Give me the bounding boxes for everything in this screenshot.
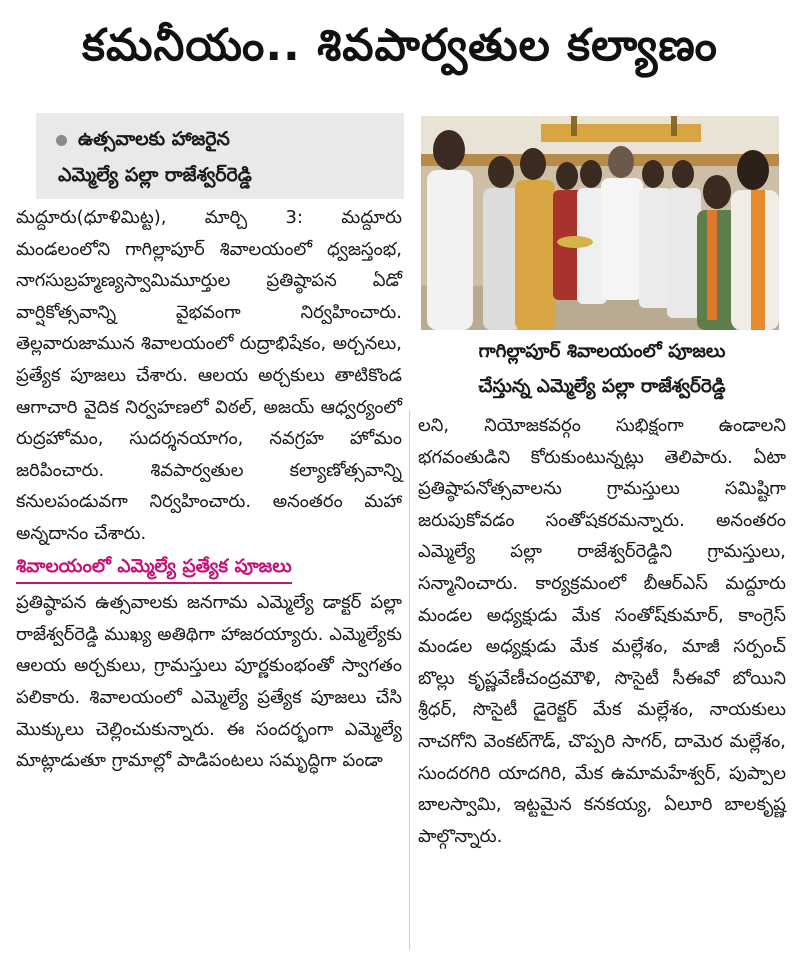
article-paragraph-2: ప్రతిష్ఠాపన ఉత్సవాలకు జనగామ ఎమ్మెల్యే డాక్టర్‌ పల్లా రాజేశ్వర్‌రెడ్డి ముఖ్య అతిథిగా హాజరయ్యారు. ఎమ్మెల్యేకు ఆలయ అర్చకులు, గ్రామస్తులు పూర్ణకుంభంతో స్వాగతం పలికారు. శివాలయంలో ఎమ్మెల్యే ప్రత్యేక పూజలు చేసి మొక్కులు చెల్లించుకున్నారు. ఈ సందర్భంగా ఎమ్మెల్యే మాట్లాడుతూ గ్రామాల్లో పాడిపంటలు సమృద్ధిగా పండా xyxy=(16,592,402,772)
news-photo xyxy=(421,116,779,330)
article-paragraph-1: మద్దూరు(ధూళిమిట్ట), మార్చి 3: మద్దూరు మండలంలోని గాగిల్లాపూర్‌ శివాలయంలో ధ్వజస్తంభ, నాగసుబ్రహ్మణ్యస్వామిమూర్తుల ప్రతిష్ఠాపన ఏడో వార్షికోత్సవాన్ని వైభవంగా నిర్వహించారు. తెల్లవారుజామున శివాలయంలో రుద్రాభిషేకం, అర్చనలు, ప్రత్యేక పూజలు చేశారు. ఆలయ అర్చకులు తాటికొండ ఆగాచారి వైదిక నిర్వహణలో విఠల్‌, అజయ్‌ ఆధ్వర్యంలో రుద్రహోమం, సుదర్శనయాగం, నవగ్రహ హోమం జరిపించారు. శివపార్వతుల కల్యాణోత్సవాన్ని కనులపండువగా నిర్వహించారు. అనంతరం మహా అన్నదానం చేశారు. xyxy=(16,207,402,544)
headline: కమనీయం.. శివపార్వతుల కల్యాణం xyxy=(82,20,718,71)
column-divider xyxy=(409,410,410,950)
subhead-line-2: ఎమ్మెల్యే పల్లా రాజేశ్వర్‌రెడ్డి xyxy=(58,164,252,186)
subhead-line-1: ఉత్సవాలకు హాజరైన xyxy=(78,128,230,150)
section-heading: శివాలయంలో ఎమ్మెల్యే ప్రత్యేక పూజలు xyxy=(16,551,292,585)
photo-illustration xyxy=(421,116,779,330)
caption-line-1: గాగిల్లాపూర్‌ శివాలయంలో పూజలు xyxy=(478,341,726,362)
bullet-icon xyxy=(56,135,67,146)
article-column-right xyxy=(418,410,786,852)
photo-caption xyxy=(418,334,786,404)
caption-line-2: చేస్తున్న ఎమ్మెల్యే పల్లా రాజేశ్వర్‌రెడ్డి xyxy=(478,376,726,397)
article-paragraph-3: లని, నియోజకవర్గం సుభిక్షంగా ఉండాలని భగవంతుడిని కోరుకుంటున్నట్లు తెలిపారు. ఏటా ప్రతిష్ఠాపనోత్సవాలను గ్రామస్తులు సమిష్టిగా జరుపుకోవడం సంతోషకరమన్నారు. అనంతరం ఎమ్మెల్యే పల్లా రాజేశ్వర్‌రెడ్డిని గ్రామస్తులు, సన్మానించారు. కార్యక్రమంలో బీఆర్‌ఎస్‌ మద్దూరు మండల అధ్యక్షుడు మేక సంతోష్‌కుమార్‌, కాంగ్రెస్‌ మండల అధ్యక్షుడు మేక మల్లేశం, మాజీ సర్పంచ్‌ బొల్లు కృష్ణవేణీచంద్రమౌళి, సొసైటీ సీఈవో బోయిని శ్రీధర్‌, సొసైటీ డైరెక్టర్‌ మేక మల్లేశం, నాయకులు నాచగోని వెంకట్‌గౌడ్‌, చొప్పరి సాగర్‌, దామెర మల్లేశం, సుందరగిరి యాదగిరి, మేక ఉమామహేశ్వర్‌, పుప్పాల బాలస్వామి, ఇట్టమైన కనకయ్య, ఏలూరి బాలకృష్ణ పాల్గొన్నారు. xyxy=(418,415,786,847)
subhead-box xyxy=(36,113,404,199)
article-column-left xyxy=(16,202,402,777)
